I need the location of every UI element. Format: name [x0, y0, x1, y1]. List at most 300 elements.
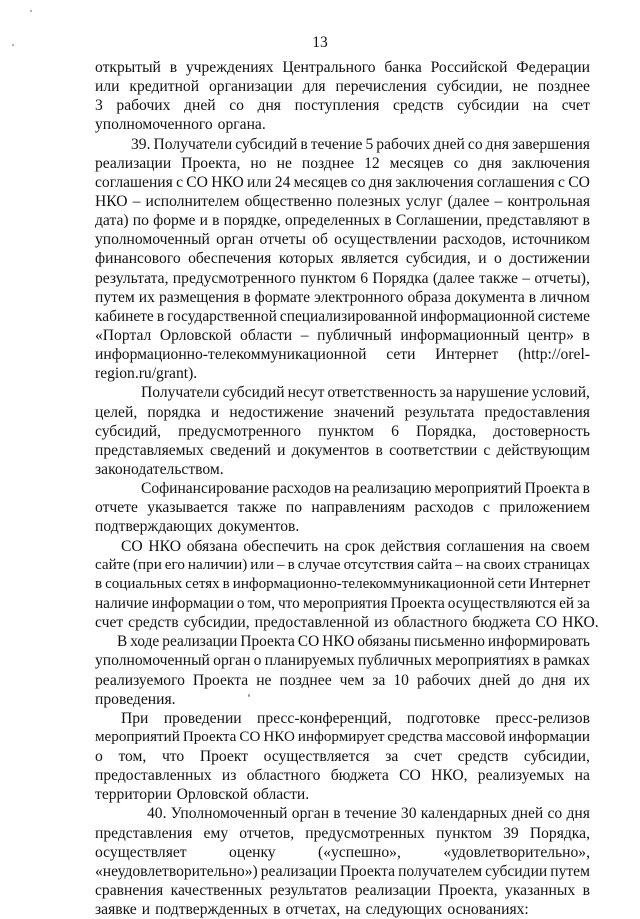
word: 10	[393, 671, 409, 689]
word: что	[161, 748, 185, 766]
word: сайта	[417, 556, 453, 573]
word: том,	[118, 748, 147, 766]
word: из	[374, 614, 389, 632]
word: сайте	[95, 556, 130, 573]
word: оценку	[229, 843, 276, 861]
word: уполномоченный	[95, 652, 210, 670]
word: чем	[339, 671, 365, 689]
word: предусмотренных	[305, 824, 425, 842]
word: реализации	[95, 154, 172, 172]
word: Интернет	[528, 575, 590, 592]
word: услуг	[405, 192, 443, 210]
word: центр»	[527, 326, 574, 344]
word: поступления	[294, 97, 380, 115]
word: Порядка,	[415, 422, 477, 440]
word: дня	[478, 154, 502, 172]
word: «Портал	[95, 326, 152, 344]
word: обеспечить	[243, 537, 319, 555]
word: действия	[380, 537, 441, 555]
word: предоставленной	[254, 614, 370, 632]
document-text	[95, 58, 599, 919]
text-line	[95, 326, 590, 345]
word: СО	[399, 767, 421, 785]
word: –	[494, 192, 503, 210]
word: 6	[391, 422, 399, 440]
word: условий,	[531, 384, 590, 402]
text-line	[95, 307, 590, 326]
word: и	[210, 403, 220, 421]
word: СО	[568, 173, 590, 191]
text-line	[95, 651, 590, 670]
text-line	[95, 843, 590, 862]
word: информировать	[487, 633, 590, 651]
word: Орловской	[176, 786, 249, 804]
word: информации	[508, 728, 590, 745]
word: реализуемого	[95, 671, 185, 689]
word: из	[221, 767, 237, 785]
word: дня	[542, 671, 566, 689]
word: Федерации	[516, 59, 590, 76]
word: в	[212, 212, 220, 230]
word: Софинансирование	[141, 480, 270, 498]
word: финансового	[95, 250, 181, 268]
word: со	[229, 97, 244, 115]
word: на	[465, 556, 481, 573]
word: НКО	[211, 173, 244, 191]
word: о	[236, 594, 245, 612]
word: пресс-релизов	[495, 709, 590, 727]
word: пунктом	[436, 824, 492, 842]
text-line	[95, 556, 590, 575]
word: При	[121, 709, 149, 727]
word: представляют	[486, 212, 579, 230]
text-line	[95, 709, 590, 728]
word: субсидии,	[183, 614, 250, 632]
text-line	[95, 900, 590, 919]
word: позднее	[301, 154, 355, 172]
word: Проекта,	[438, 882, 498, 900]
word: по	[285, 499, 303, 517]
word: средств	[128, 614, 179, 632]
word: исполнителем	[145, 192, 240, 210]
word: –	[455, 556, 463, 573]
word: в	[582, 480, 590, 498]
word: Проекта	[192, 671, 249, 689]
word: формате	[254, 288, 311, 306]
text-line	[95, 269, 590, 288]
word: результатов	[269, 882, 348, 900]
word: 40.	[147, 805, 167, 823]
word: Проекта	[240, 633, 295, 651]
word: но	[250, 154, 267, 172]
word: информационной	[420, 307, 535, 325]
word: действующим	[496, 441, 590, 459]
word: о	[494, 250, 502, 268]
word: контрольная	[507, 192, 590, 210]
word: –	[300, 326, 309, 344]
word: дней	[478, 671, 511, 689]
word: образа	[407, 288, 452, 306]
text-line	[95, 766, 590, 785]
word: Орловской	[159, 326, 232, 344]
word: обеспечения	[188, 250, 272, 268]
text-line	[95, 58, 590, 77]
word: СО	[239, 728, 261, 745]
word: течение	[310, 135, 363, 153]
word: СО	[535, 614, 558, 632]
word: предоставленных	[95, 767, 212, 785]
page-number: 13	[312, 34, 328, 51]
word: подтверждающих	[95, 518, 213, 536]
word: кабинете	[95, 307, 154, 325]
word: в	[300, 135, 308, 153]
word: Порядка	[372, 269, 429, 287]
word: в	[156, 307, 165, 325]
word: рабочих	[116, 97, 171, 115]
text-line	[95, 345, 590, 364]
word: и	[277, 441, 286, 459]
word: дня	[257, 97, 281, 115]
word: заключения	[395, 173, 474, 191]
word: области.	[253, 786, 310, 804]
word: пунктом	[300, 269, 356, 287]
word: за	[372, 671, 386, 689]
word: результата,	[95, 269, 169, 287]
word: –	[522, 269, 531, 287]
word: представления	[95, 824, 193, 842]
word: путем	[550, 862, 590, 880]
word: СО	[186, 173, 208, 191]
word: соглашения	[95, 173, 173, 191]
word: государственной	[167, 307, 277, 325]
text-line	[95, 575, 590, 594]
text-line	[95, 728, 590, 747]
word: 5	[365, 135, 374, 153]
word: отчеты),	[534, 269, 590, 287]
word: информирует	[297, 728, 385, 745]
word: системе	[537, 307, 590, 325]
word: субсидии	[485, 862, 548, 880]
word: «удовлетворительно»,	[443, 843, 590, 861]
word: не	[512, 78, 528, 96]
word: направлениям	[311, 499, 406, 517]
word: в	[333, 805, 341, 823]
text-line	[95, 230, 590, 249]
word: мероприятиях	[435, 652, 530, 670]
word: страницах	[523, 556, 590, 573]
word: дня	[566, 805, 590, 823]
word: является	[341, 250, 399, 268]
word: ходе	[130, 633, 160, 651]
word: публичных	[357, 652, 433, 670]
text-line	[95, 479, 590, 498]
word: субсидии	[457, 97, 520, 115]
word: банка	[384, 59, 422, 76]
word: достижении	[509, 250, 590, 268]
word: в	[287, 556, 295, 573]
word: ему	[203, 824, 229, 842]
text-line	[95, 690, 590, 709]
word: отсутствия	[343, 556, 415, 573]
word: течение	[344, 805, 397, 823]
word: со	[467, 135, 483, 153]
word: сетях	[185, 575, 220, 592]
word: со	[350, 173, 366, 191]
word: отчеты	[259, 231, 306, 249]
word: документа	[455, 288, 525, 306]
word: и	[141, 901, 151, 919]
text-line	[95, 824, 590, 843]
word: предусмотренного	[172, 269, 296, 287]
word: заявке	[95, 901, 137, 919]
word: СО	[297, 633, 320, 651]
word: расходов	[272, 480, 331, 498]
word: публичный	[317, 326, 392, 344]
text-line	[95, 192, 590, 211]
word: –	[132, 192, 141, 210]
word: территории	[95, 786, 172, 804]
word: в	[95, 575, 103, 592]
word: Соглашении,	[395, 212, 483, 230]
word: его	[164, 556, 185, 573]
word: средства	[387, 728, 443, 745]
word: на	[334, 480, 350, 498]
word: бюджета	[330, 767, 389, 785]
word: завершения	[512, 135, 590, 153]
word: со	[453, 154, 469, 172]
word: средств	[392, 97, 444, 115]
word: указывается	[147, 499, 229, 517]
word: дней	[184, 97, 216, 115]
word: следующих	[365, 901, 443, 919]
word: НКО,	[431, 767, 468, 785]
word: срок	[344, 537, 375, 555]
word: за	[385, 748, 399, 766]
word: в	[532, 652, 541, 670]
word: о	[95, 748, 103, 766]
text-line	[95, 517, 590, 536]
word: Проекта,	[181, 154, 241, 172]
word: или	[247, 173, 272, 191]
word: Интернет	[435, 346, 499, 364]
word: подготовке	[406, 709, 480, 727]
word: Центрального	[282, 59, 376, 76]
text-line	[95, 211, 590, 230]
word: путем	[95, 288, 135, 306]
word: осуществлении	[334, 231, 437, 249]
text-line	[95, 403, 590, 422]
word: ей	[559, 594, 575, 612]
word: результата	[404, 403, 475, 421]
word: реализуемых	[477, 767, 565, 785]
word: информационно-телекоммуникационной	[95, 346, 367, 364]
word: (при	[133, 556, 162, 573]
text-line	[95, 537, 590, 556]
word: на	[345, 901, 361, 919]
word: в	[528, 288, 537, 306]
word: учреждениях	[185, 59, 274, 76]
word: перечисления	[335, 78, 427, 96]
word: получателем	[398, 862, 483, 880]
text-line	[95, 249, 590, 268]
text-line	[95, 441, 590, 460]
text-line	[95, 862, 590, 881]
word: орган	[216, 231, 254, 249]
word: в	[582, 882, 590, 900]
word: информационный	[400, 326, 520, 344]
word: в	[384, 212, 392, 230]
word: проведении	[163, 709, 242, 727]
word: областного	[393, 614, 468, 632]
word: НКО.	[562, 614, 599, 632]
text-line	[95, 613, 599, 632]
word: 6	[360, 269, 369, 287]
word: Проекта	[339, 862, 396, 880]
word: открытый	[95, 59, 161, 76]
word: достоверность	[493, 422, 590, 440]
word: или	[95, 78, 120, 96]
word: порядка	[147, 403, 201, 421]
text-line	[95, 115, 590, 134]
text-line	[95, 671, 590, 690]
word: на	[529, 537, 546, 555]
word: 3	[95, 97, 103, 115]
word: или	[250, 556, 274, 573]
word: дней	[433, 135, 465, 153]
word: субсидий	[235, 135, 298, 153]
text-line	[95, 173, 590, 192]
word: и	[199, 212, 208, 230]
word: Получатели	[153, 135, 233, 153]
word: личном	[540, 288, 590, 306]
word: областного	[246, 767, 321, 785]
word: несут	[287, 384, 325, 402]
word: сведений	[210, 441, 271, 459]
word: в	[375, 441, 383, 459]
word: расходов,	[442, 231, 506, 249]
word: документов	[291, 441, 370, 459]
word: на	[574, 767, 590, 785]
text-line	[95, 154, 590, 173]
word: –	[277, 556, 285, 573]
word: НКО	[322, 633, 355, 651]
text-line	[95, 632, 590, 651]
word: их	[573, 671, 590, 689]
word: в	[582, 212, 590, 230]
word: Проекта	[182, 728, 237, 745]
word: осуществляется	[263, 748, 370, 766]
word: нарушение	[455, 384, 529, 402]
word: указанных	[505, 882, 576, 900]
word: социальных	[105, 575, 183, 592]
word: заключения	[511, 154, 590, 172]
word: на	[532, 97, 549, 115]
word: 30	[400, 805, 417, 823]
word: приложением	[499, 499, 590, 517]
word: ответственность	[327, 384, 437, 402]
word: их	[138, 288, 155, 306]
word: позднее	[537, 78, 590, 96]
text-line	[95, 135, 590, 154]
word: осуществляет	[95, 843, 187, 861]
word: области	[240, 326, 293, 344]
word: до	[518, 671, 535, 689]
word: в	[582, 326, 590, 344]
word: 39.	[131, 135, 151, 153]
word: дня	[485, 135, 510, 153]
word: организации	[209, 78, 293, 96]
word: расходов	[414, 499, 474, 517]
word: 12	[364, 154, 380, 172]
word: со	[547, 805, 563, 823]
word: представляемых	[95, 441, 204, 459]
word: Порядка,	[529, 824, 590, 842]
word: мероприятия	[302, 594, 388, 612]
word: электронного	[314, 288, 404, 306]
word: документов.	[217, 518, 300, 536]
word: 39	[503, 824, 519, 842]
word: не	[256, 671, 272, 689]
word: специализированной	[279, 307, 418, 325]
word: наличие	[95, 594, 149, 612]
word: с	[558, 173, 565, 191]
word: орган	[213, 652, 251, 670]
word: предоставления	[484, 403, 590, 421]
word: также	[478, 269, 518, 287]
word: и	[478, 250, 487, 268]
word: форме	[153, 212, 196, 230]
text-line	[95, 498, 590, 517]
word: отчете	[95, 499, 138, 517]
word: Проект	[199, 748, 249, 766]
word: порядке,	[223, 212, 281, 230]
word: мероприятий	[434, 480, 522, 498]
word: соглашения	[446, 537, 525, 555]
word: случае	[297, 556, 341, 573]
word: субсидии,	[436, 78, 503, 96]
word: Российской	[430, 59, 508, 76]
word: дата)	[95, 212, 129, 230]
word: Проекта	[524, 480, 580, 498]
word: субсидий	[222, 384, 285, 402]
word: что	[277, 594, 300, 612]
word: («успешно»,	[318, 843, 401, 861]
word: информации	[151, 594, 234, 612]
word: в	[273, 901, 281, 919]
word: region.ru/grant).	[95, 365, 198, 383]
word: значений	[333, 403, 395, 421]
word: планируемых	[264, 652, 355, 670]
word: (далее	[432, 269, 475, 287]
word: рабочих	[376, 135, 431, 153]
word: сети	[497, 575, 526, 592]
word: с	[483, 441, 491, 459]
text-line	[95, 881, 590, 900]
word: субсидии,	[523, 748, 590, 766]
word: полезных	[337, 192, 401, 210]
word: НКО	[148, 537, 181, 555]
word: соглашения	[476, 173, 555, 191]
word: на	[323, 537, 340, 555]
word: недостижение	[229, 403, 324, 421]
text-line	[95, 288, 590, 307]
scan-speck	[30, 10, 32, 12]
word: целей,	[95, 403, 138, 421]
word: рамках	[543, 652, 590, 670]
word: В	[117, 633, 128, 651]
word: источником	[512, 231, 590, 249]
word: «неудовлетворительно»)	[95, 862, 258, 880]
